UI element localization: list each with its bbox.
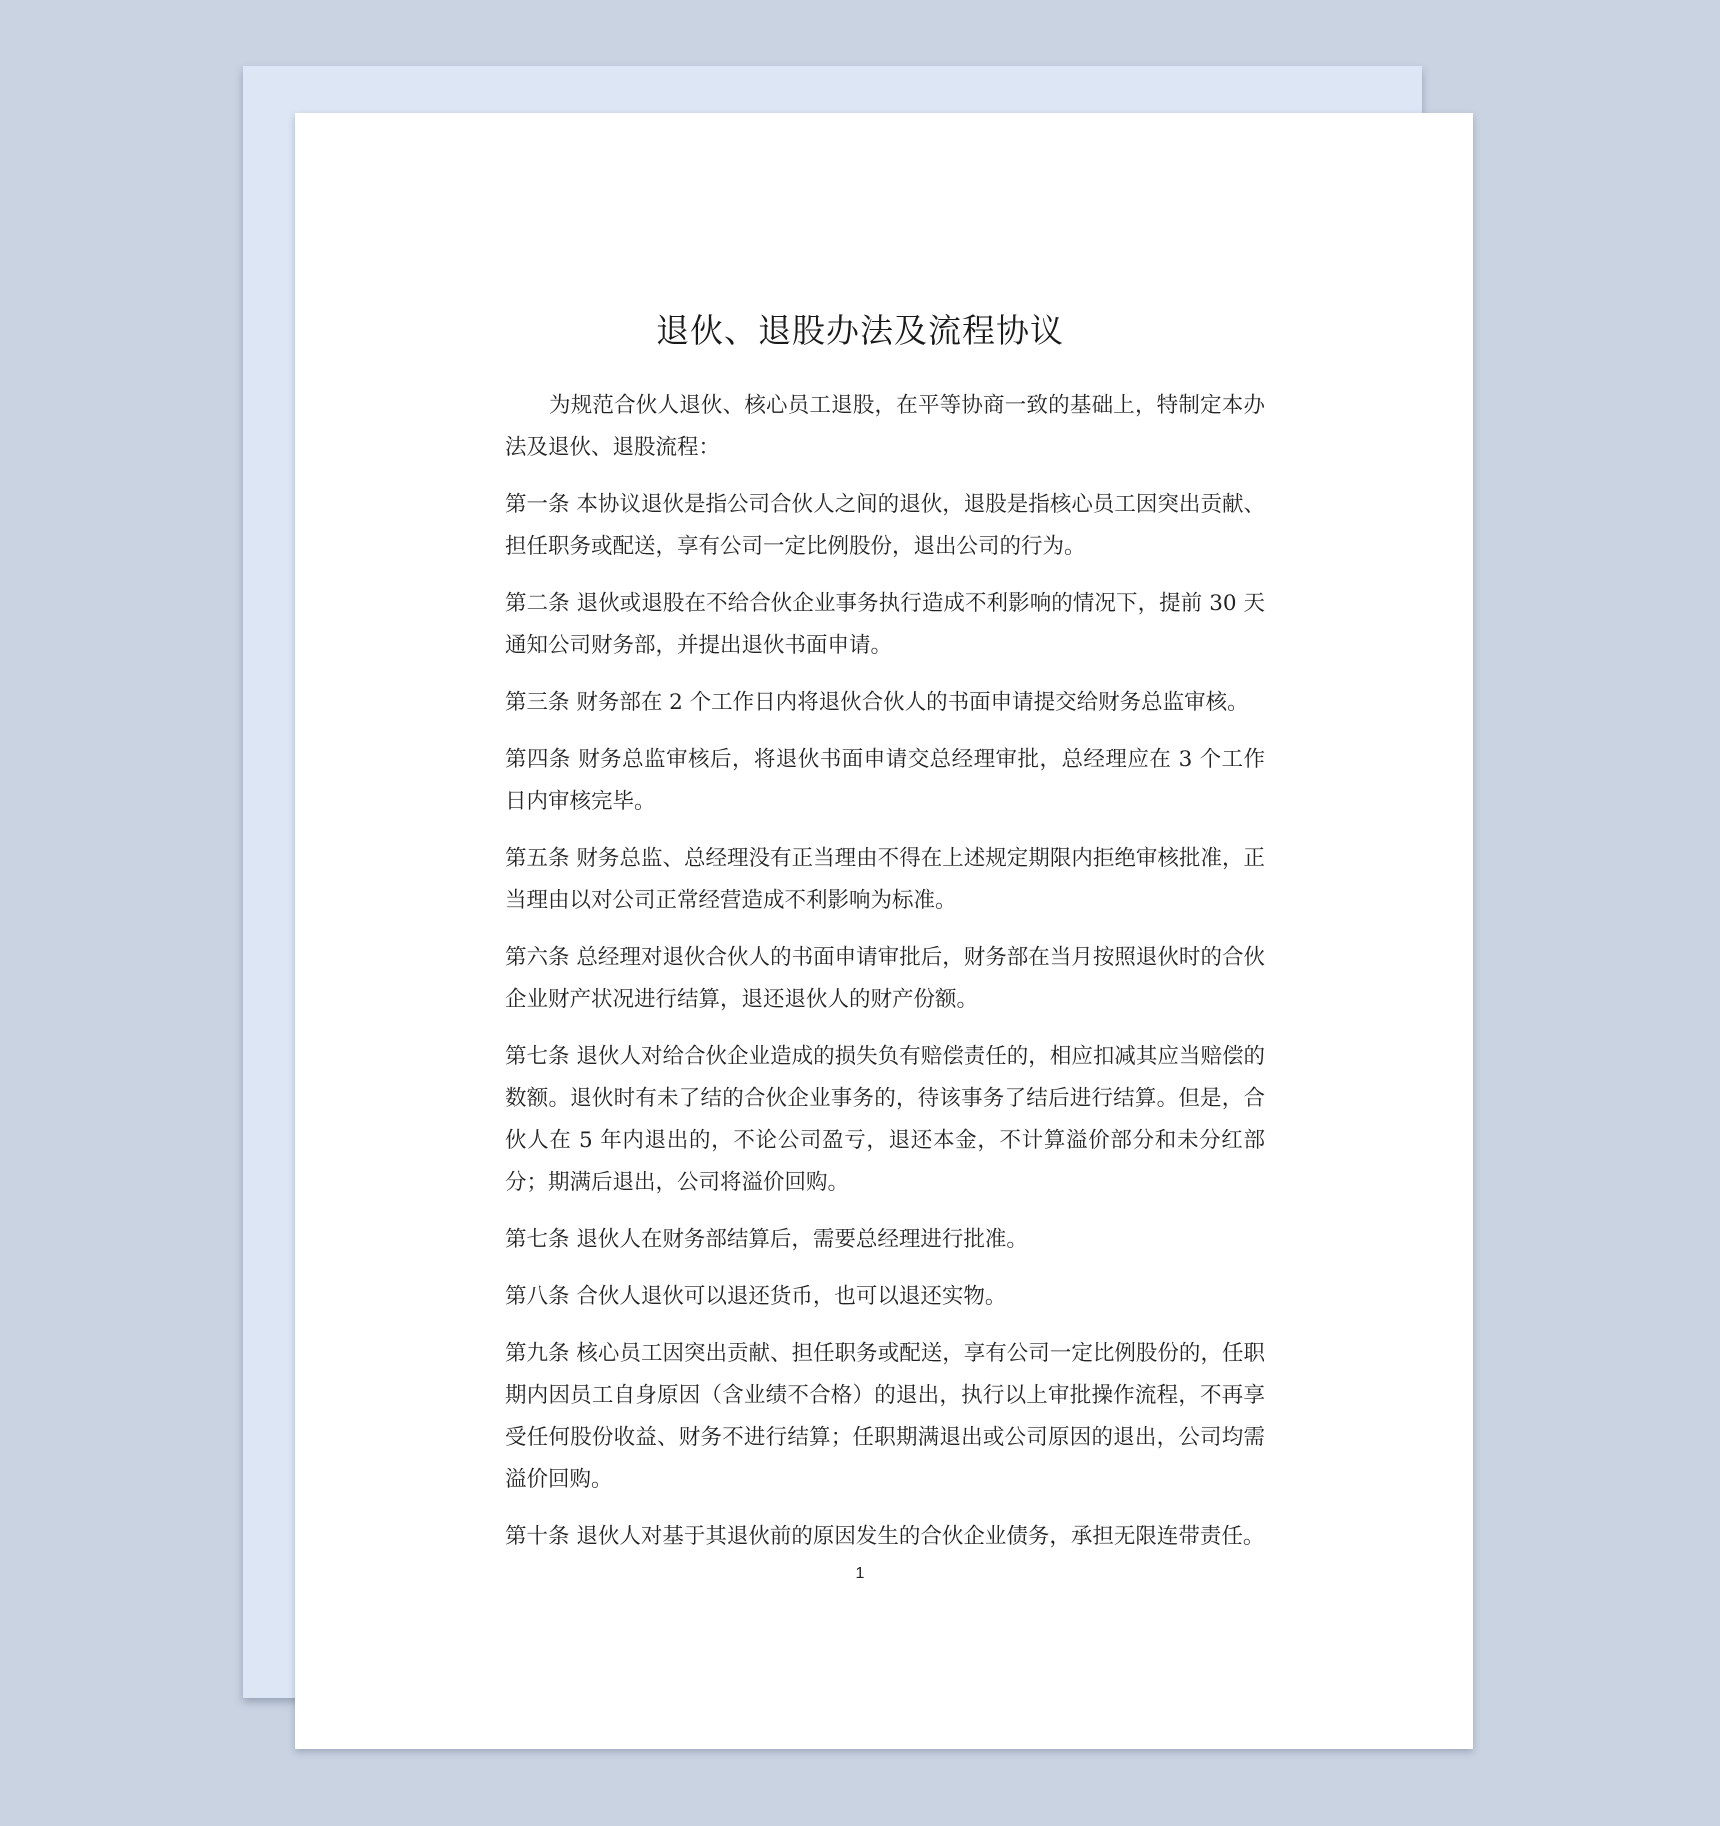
document-title: 退伙、退股办法及流程协议 <box>656 311 1064 350</box>
article-9: 第九条 核心员工因突出贡献、担任职务或配送，享有公司一定比例股份的，任职期内因员工自身原因（含业绩不合格）的退出，执行以上审批操作流程，不再享受任何股份收益、财务不进行结算；任职期满退出或公司原因的退出，公司均需溢价回购。 <box>505 1341 1265 1492</box>
document-body <box>505 385 1265 1573</box>
article-7: 第七条 退伙人对给合伙企业造成的损失负有赔偿责任的，相应扣减其应当赔偿的数额。退伙时有未了结的合伙企业事务的，待该事务了结后进行结算。但是，合伙人在 5 年内退出的，不论公司盈亏，退还本金，不计算溢价部分和未分红部分；期满后退出，公司将溢价回购。 <box>505 1044 1265 1195</box>
article-8: 第八条 合伙人退伙可以退还货币，也可以退还实物。 <box>505 1284 1007 1309</box>
article-2: 第二条 退伙或退股在不给合伙企业事务执行造成不利影响的情况下，提前 30 天通知公司财务部，并提出退伙书面申请。 <box>505 591 1265 658</box>
article-4: 第四条 财务总监审核后，将退伙书面申请交总经理审批，总经理应在 3 个工作日内审核完毕。 <box>505 747 1265 814</box>
article-7-approval: 第七条 退伙人在财务部结算后，需要总经理进行批准。 <box>505 1227 1028 1252</box>
article-5: 第五条 财务总监、总经理没有正当理由不得在上述规定期限内拒绝审核批准，正当理由以对公司正常经营造成不利影响为标准。 <box>505 846 1265 913</box>
article-6: 第六条 总经理对退伙合伙人的书面申请审批后，财务部在当月按照退伙时的合伙企业财产状况进行结算，退还退伙人的财产份额。 <box>505 945 1265 1012</box>
article-1: 第一条 本协议退伙是指公司合伙人之间的退伙，退股是指核心员工因突出贡献、担任职务或配送，享有公司一定比例股份，退出公司的行为。 <box>505 492 1265 559</box>
article-10: 第十条 退伙人对基于其退伙前的原因发生的合伙企业债务，承担无限连带责任。 <box>505 1524 1265 1549</box>
intro-paragraph: 为规范合伙人退伙、核心员工退股，在平等协商一致的基础上，特制定本办法及退伙、退股流程： <box>505 393 1265 460</box>
article-3: 第三条 财务部在 2 个工作日内将退伙合伙人的书面申请提交给财务总监审核。 <box>505 690 1249 715</box>
page-number: 1 <box>855 1565 865 1582</box>
